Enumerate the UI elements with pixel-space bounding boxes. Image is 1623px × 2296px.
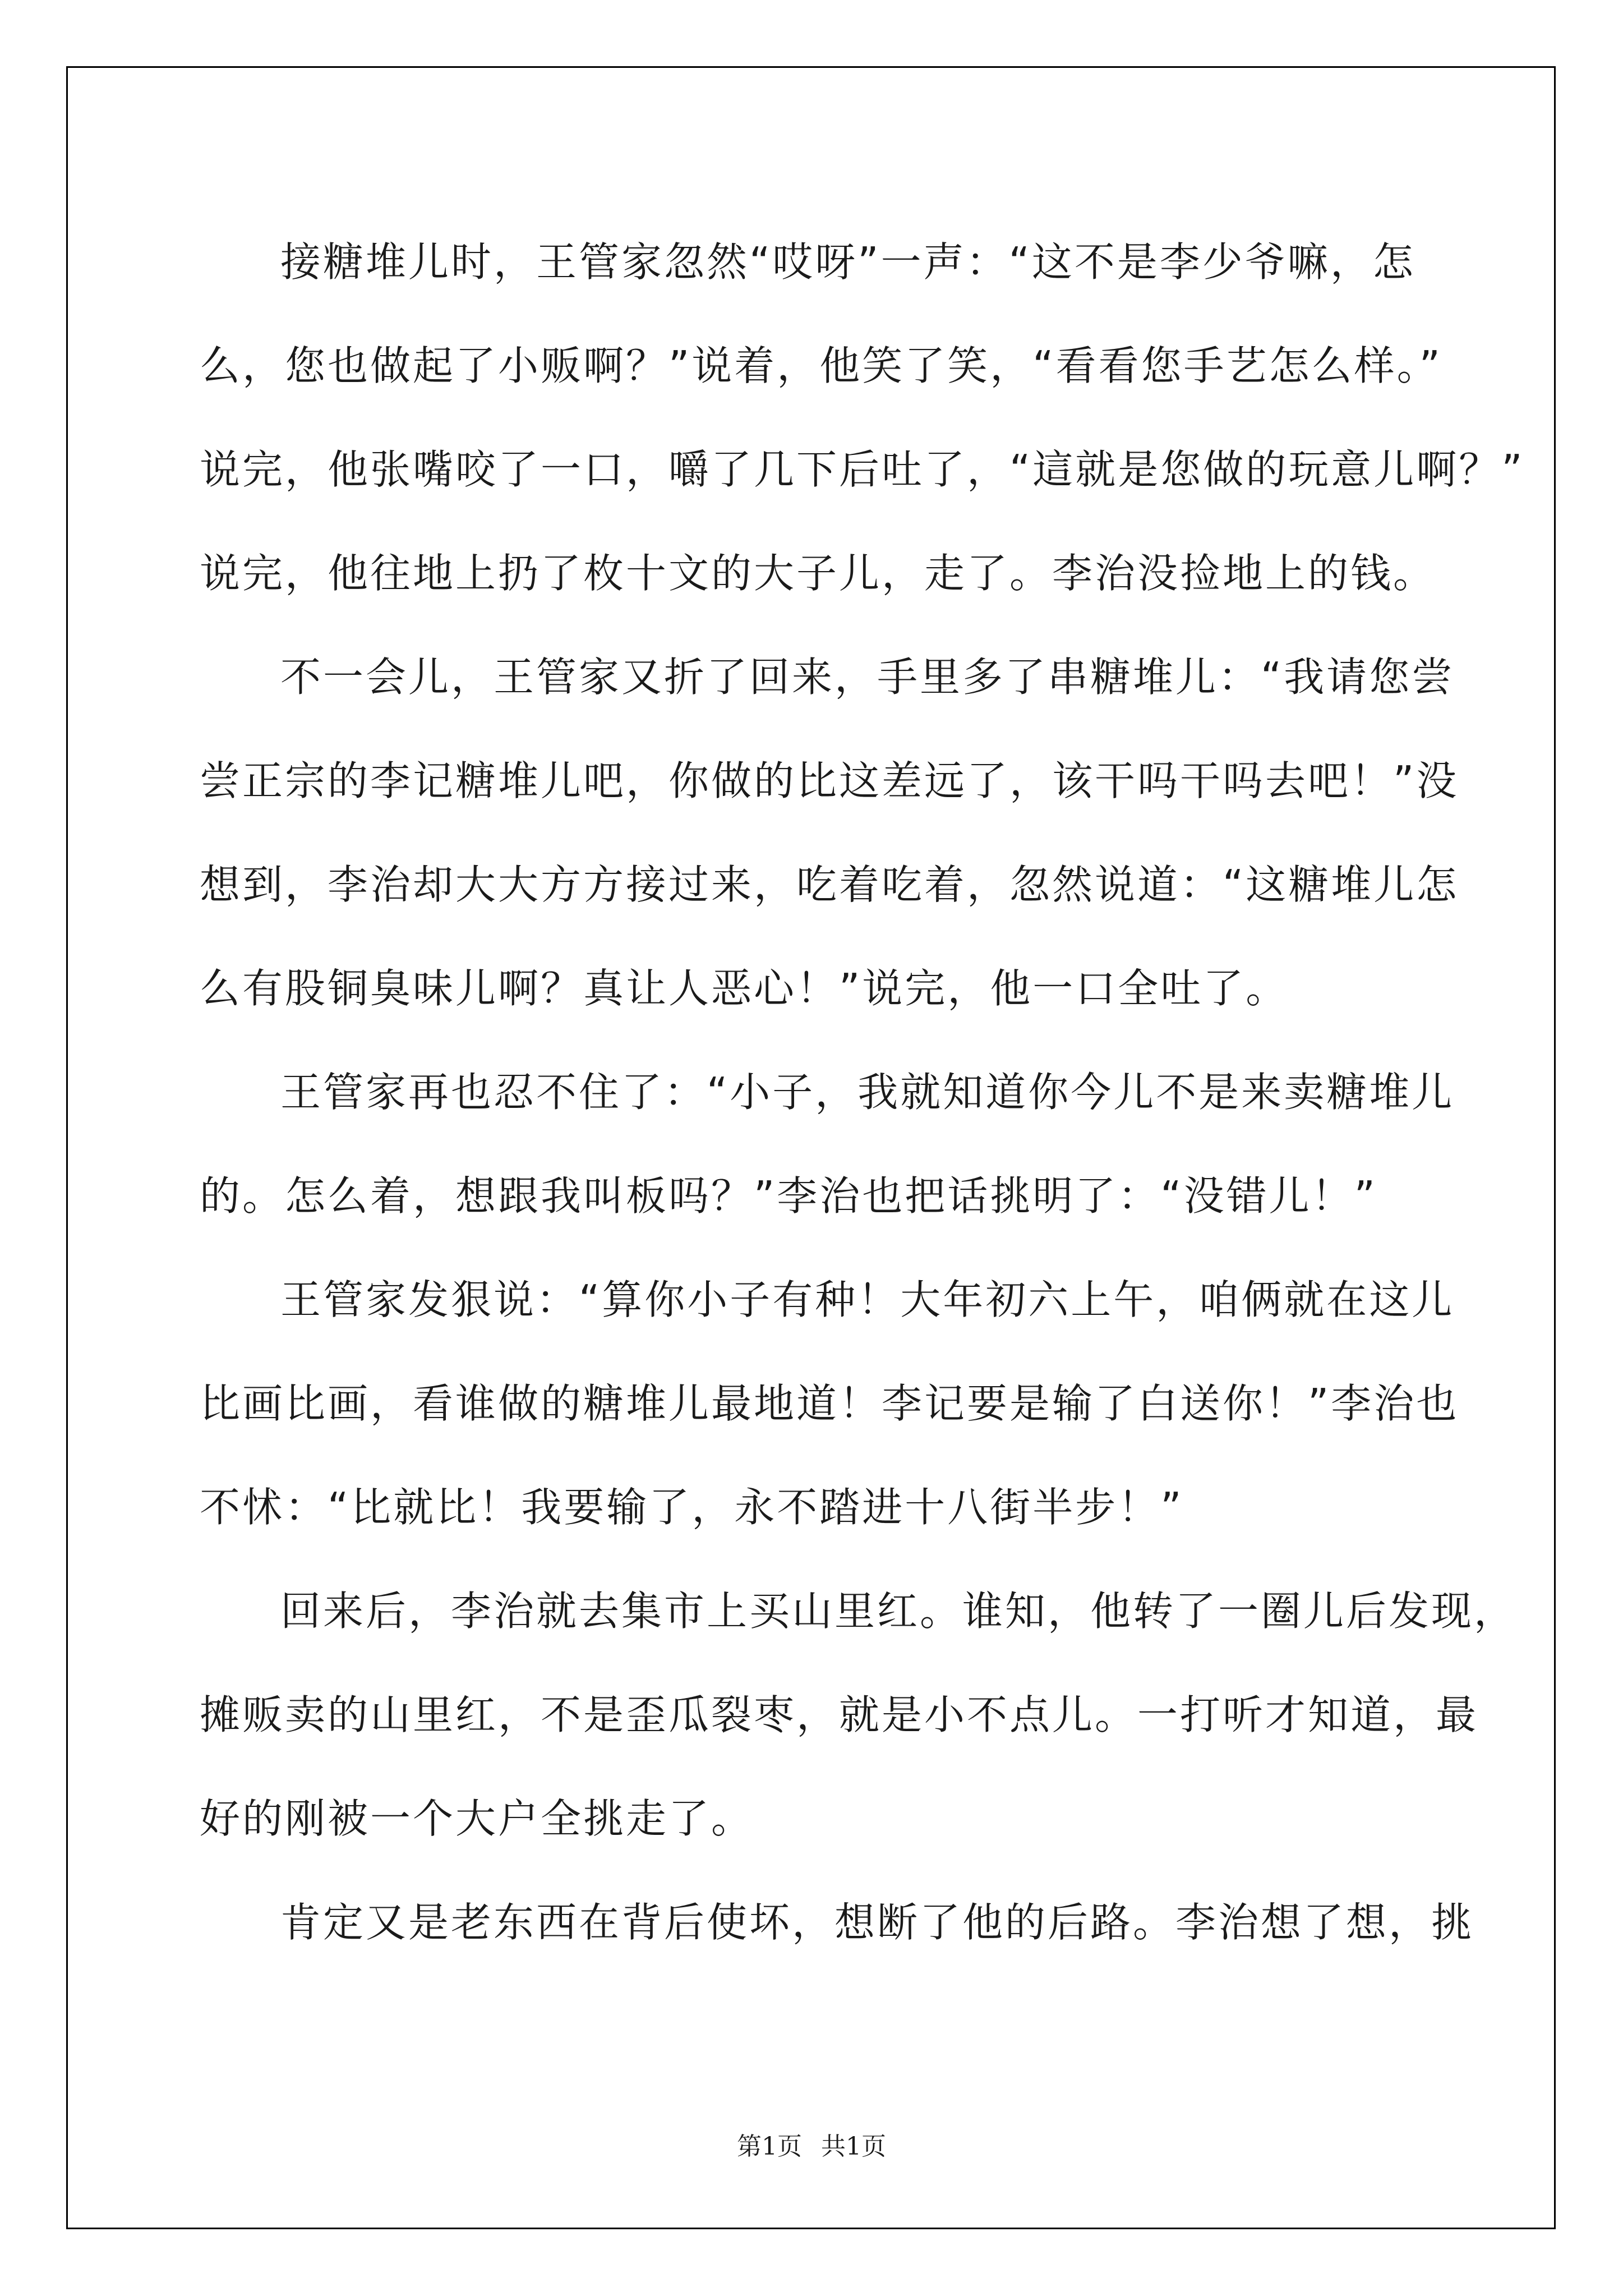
text-line: 接糖堆儿时，王管家忽然“哎呀”一声：“这不是李少爷嘛，怎 [280, 238, 1415, 286]
text-line: 肯定又是老东西在背后使坏，想断了他的后路。李治想了想，挑 [280, 1899, 1474, 1946]
text-line: 好的刚被一个大户全挑走了。 [200, 1795, 754, 1842]
text-line: 比画比画，看谁做的糖堆儿最地道！李记要是输了白送你！”李治也 [200, 1380, 1459, 1427]
text-line: 么有股铜臭味儿啊？真让人恶心！”说完，他一口全吐了。 [200, 965, 1289, 1012]
text-line: 说完，他往地上扔了枚十文的大子儿，走了。李治没捡地上的钱。 [200, 550, 1436, 597]
text-line: 想到，李治却大大方方接过来，吃着吃着，忽然说道：“这糖堆儿怎 [200, 861, 1459, 908]
text-line: 王管家再也忍不住了：“小子，我就知道你今儿不是来卖糖堆儿 [280, 1069, 1455, 1116]
text-line: 不一会儿，王管家又折了回来，手里多了串糖堆儿：“我请您尝 [280, 654, 1455, 701]
page-number: 第1页 [737, 2132, 802, 2161]
document-body [200, 210, 1525, 1975]
paragraph-1 [200, 210, 1525, 625]
page-footer [0, 2126, 1623, 2162]
paragraph-4 [200, 1248, 1490, 1559]
paragraph-3 [200, 1041, 1490, 1248]
text-line: 尝正宗的李记糖堆儿吧，你做的比这差远了，该干吗干吗去吧！”没 [200, 757, 1459, 804]
text-line: 王管家发狠说：“算你小子有种！大年初六上午，咱俩就在这儿 [280, 1276, 1455, 1323]
text-line: 的。怎么着，想跟我叫板吗？”李治也把话挑明了：“没错儿！” [200, 1172, 1377, 1220]
text-line: 不怵：“比就比！我要输了，永不踏进十八街半步！” [200, 1484, 1184, 1531]
text-line: 么，您也做起了小贩啊？”说着，他笑了笑，“看看您手艺怎么样。” [200, 342, 1442, 389]
page-total: 共1页 [821, 2132, 886, 2161]
text-line: 摊贩卖的山里红，不是歪瓜裂枣，就是小不点儿。一打听才知道，最 [200, 1691, 1479, 1738]
paragraph-6 [200, 1871, 1490, 1975]
paragraph-5 [200, 1559, 1517, 1871]
paragraph-2 [200, 625, 1490, 1041]
text-line: 说完，他张嘴咬了一口，嚼了几下后吐了，“這就是您做的玩意儿啊？” [200, 446, 1525, 493]
text-line: 回来后，李治就去集市上买山里红。谁知，他转了一圈儿后发现， [280, 1588, 1517, 1635]
